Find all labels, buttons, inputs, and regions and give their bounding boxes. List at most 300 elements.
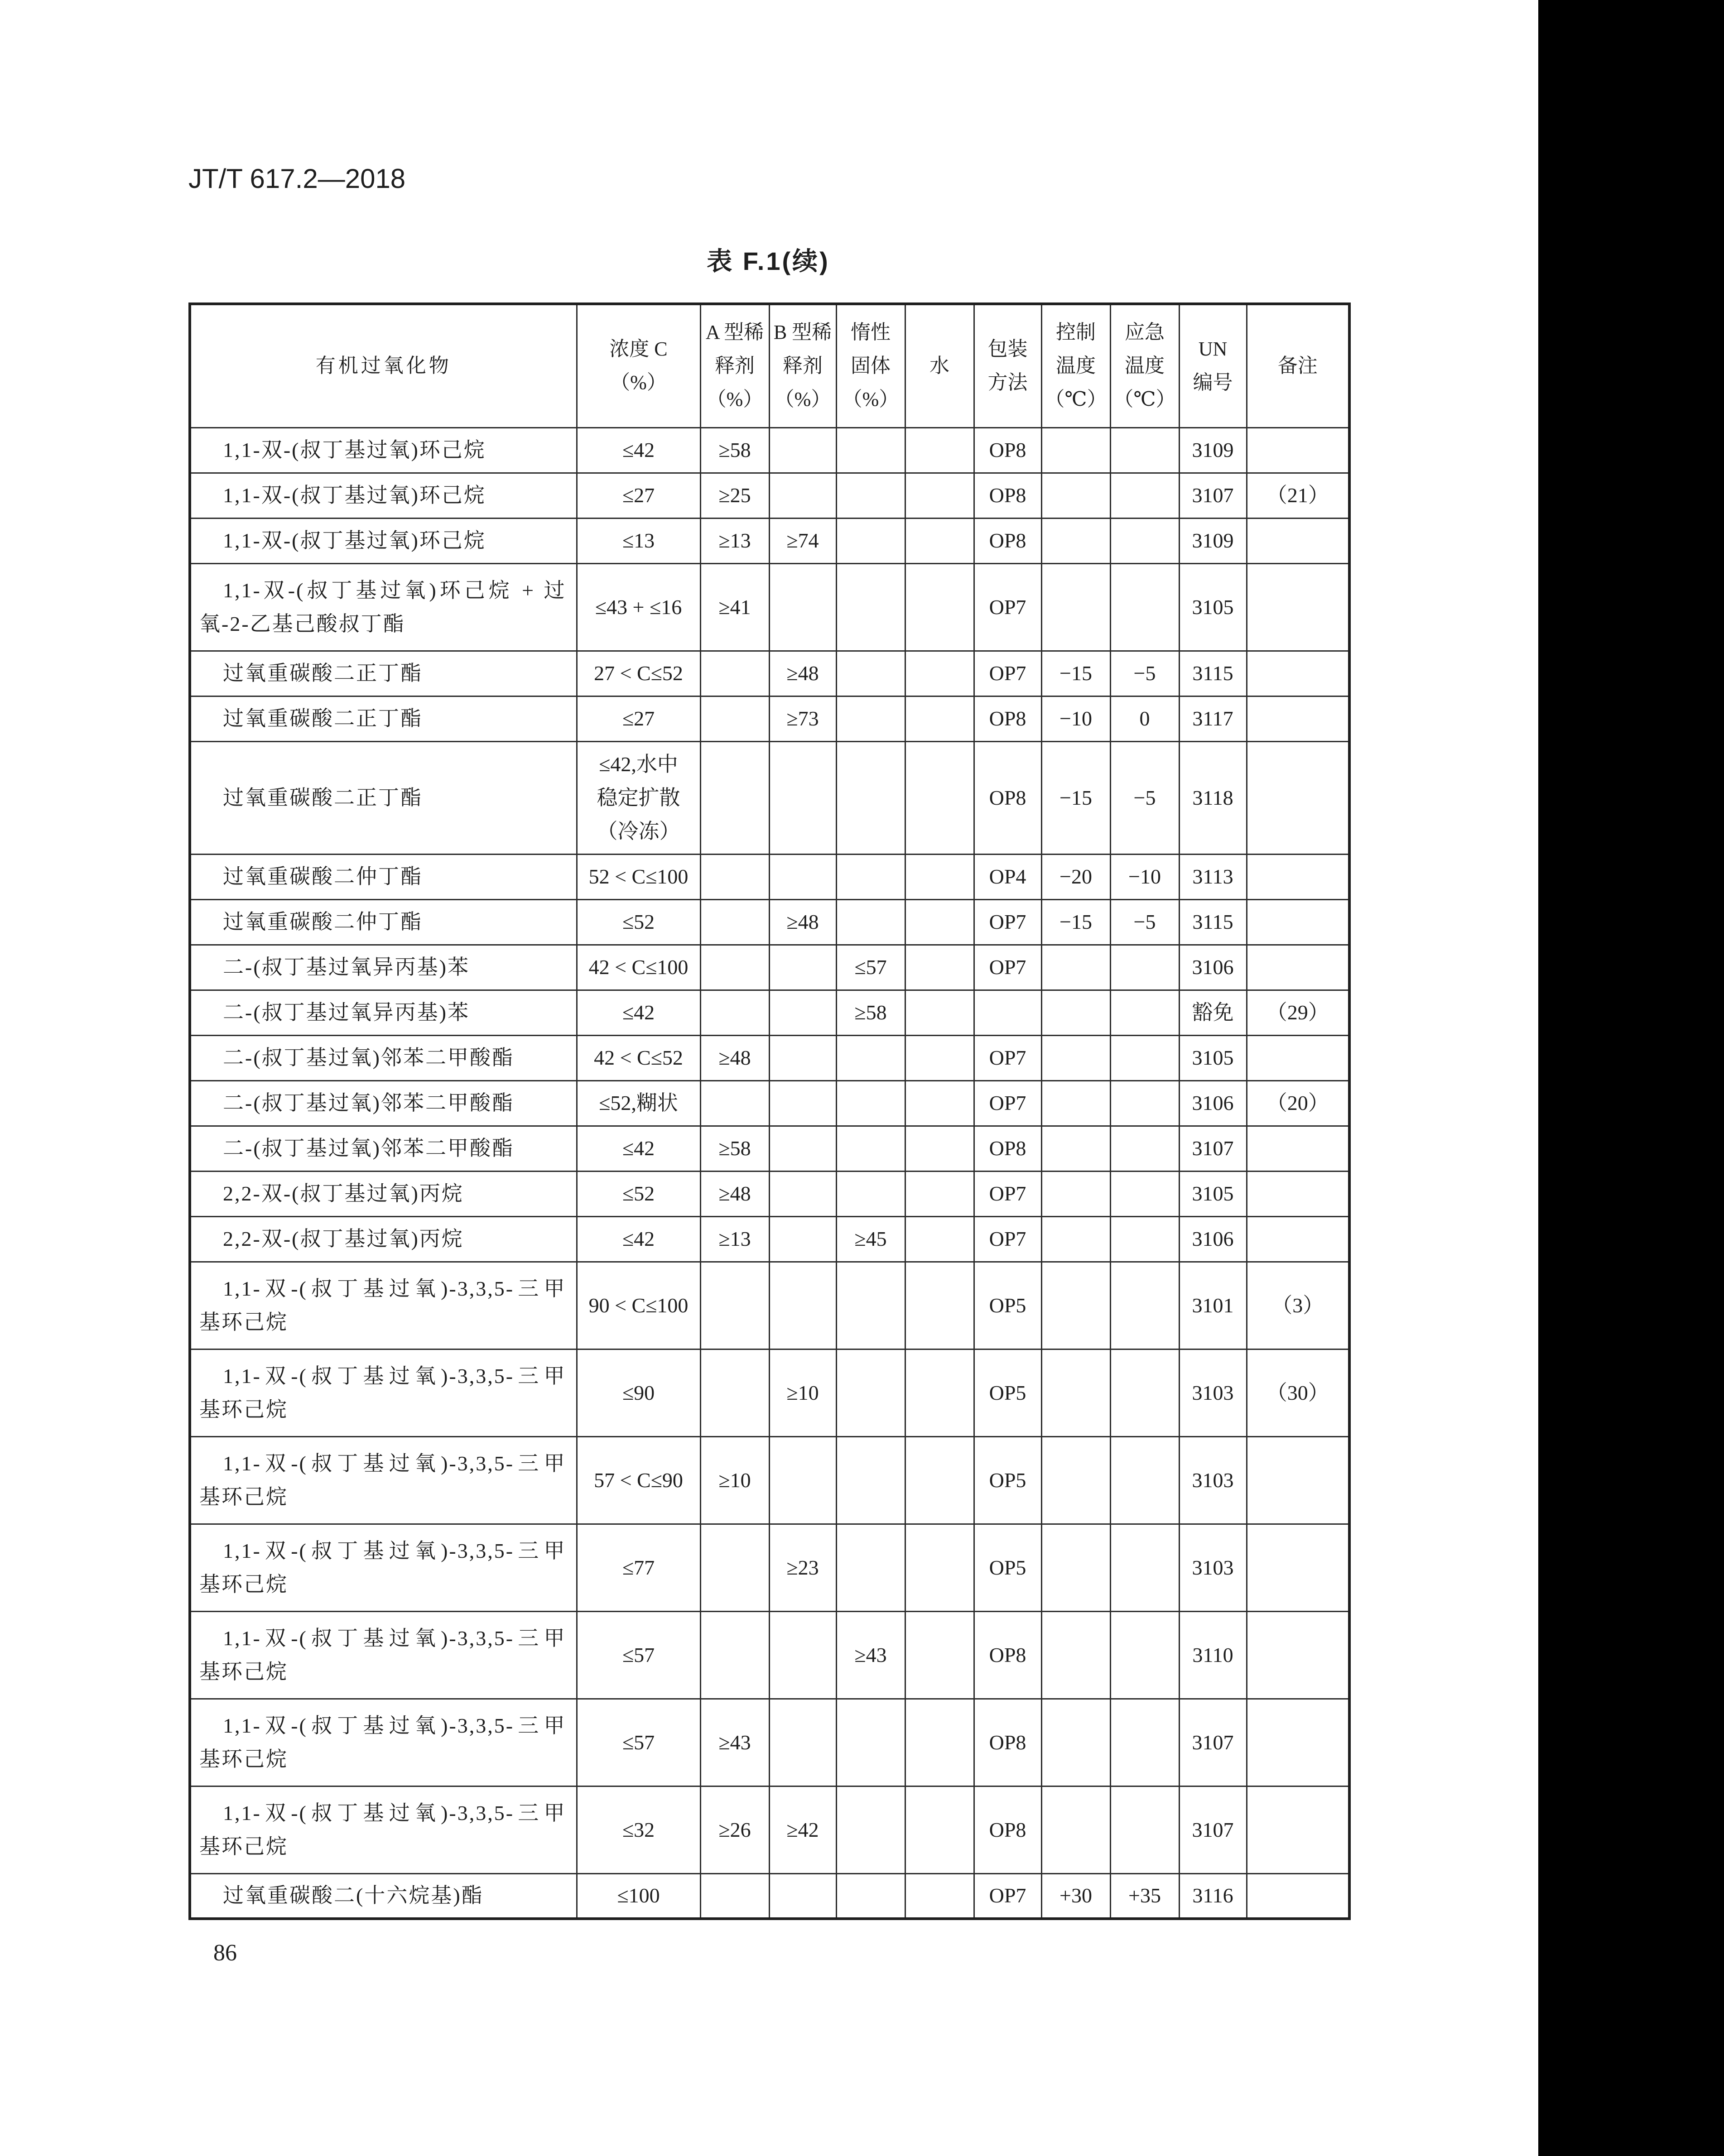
column-header-line: 释剂 — [715, 355, 755, 377]
column-header-line: UN — [1198, 338, 1228, 360]
cell-text: OP4 — [989, 865, 1026, 888]
page-number: 86 — [213, 1940, 237, 1966]
cell-text: ≤57 — [622, 1730, 655, 1754]
cell-text: ≤32 — [622, 1818, 655, 1841]
cell-text: 二-(叔丁基过氧)邻苯二甲酸酯 — [223, 1046, 514, 1069]
cell-text: 过氧重碳酸二仲丁酯 — [223, 910, 423, 933]
table-cell-organic-peroxide — [190, 899, 577, 945]
table-title: 表 F.1(续) — [707, 247, 830, 275]
table-cell-control-temp — [1041, 1699, 1110, 1786]
table-cell-diluent-a — [700, 651, 769, 696]
table-cell-un-number — [1179, 899, 1247, 945]
table-cell-remarks — [1247, 473, 1349, 518]
table-cell-concentration — [577, 1216, 700, 1262]
cell-text: −15 — [1059, 662, 1092, 685]
table-cell-water — [905, 854, 974, 899]
cell-text: 27 < C≤52 — [594, 662, 683, 685]
cell-text: ≥43 — [718, 1730, 751, 1754]
table-row — [190, 1080, 1349, 1126]
cell-text: ≤42 — [622, 1227, 655, 1250]
table-row — [190, 473, 1349, 518]
cell-text: ≤42 — [622, 438, 655, 461]
cell-text: ≥42 — [786, 1818, 819, 1841]
table-cell-un-number — [1179, 854, 1247, 899]
cell-text: ≤90 — [622, 1381, 655, 1404]
table-cell-inert-solid — [836, 899, 905, 945]
table-row — [190, 1035, 1349, 1080]
table-cell-packing-method — [974, 696, 1041, 741]
table-body — [190, 427, 1349, 1919]
table-cell-emergency-temp — [1110, 741, 1179, 854]
cell-text: ≥73 — [786, 707, 819, 730]
cell-text: 过氧重碳酸二仲丁酯 — [223, 865, 423, 888]
table-cell-control-temp — [1041, 518, 1110, 563]
table-cell-un-number — [1179, 1262, 1247, 1349]
cell-text: −5 — [1133, 910, 1156, 933]
table-cell-packing-method — [974, 473, 1041, 518]
table-cell-organic-peroxide — [190, 1035, 577, 1080]
table-cell-diluent-b — [769, 854, 836, 899]
table-cell-remarks — [1247, 518, 1349, 563]
table-cell-emergency-temp — [1110, 1216, 1179, 1262]
table-cell-inert-solid — [836, 854, 905, 899]
cell-text: −15 — [1059, 910, 1092, 933]
table-cell-un-number — [1179, 518, 1247, 563]
cell-text: （20） — [1266, 1091, 1329, 1114]
cell-text: ≥58 — [718, 1137, 751, 1160]
cell-text: 二-(叔丁基过氧)邻苯二甲酸酯 — [223, 1091, 514, 1114]
table-cell-diluent-a — [700, 518, 769, 563]
table-row — [190, 1611, 1349, 1699]
column-header-inert-solid — [836, 304, 905, 427]
cell-text: 3118 — [1192, 786, 1233, 809]
cell-text: ≥45 — [854, 1227, 887, 1250]
cell-text: 52 < C≤100 — [588, 865, 689, 888]
cell-text: ≤57 — [622, 1643, 655, 1666]
table-cell-remarks — [1247, 1524, 1349, 1611]
table-cell-control-temp — [1041, 1126, 1110, 1171]
table-cell-water — [905, 1080, 974, 1126]
cell-text: 1,1-双-(叔丁基过氧)-3,3,5-三甲 — [223, 1364, 566, 1388]
cell-text: 3103 — [1192, 1468, 1234, 1492]
cell-text: ≥58 — [854, 1001, 887, 1024]
cell-text: ≤13 — [622, 529, 655, 552]
table-cell-emergency-temp — [1110, 518, 1179, 563]
cell-text: 基环己烷 — [199, 1310, 288, 1334]
table-cell-concentration — [577, 427, 700, 473]
table-cell-diluent-a — [700, 1216, 769, 1262]
table-cell-inert-solid — [836, 741, 905, 854]
table-cell-diluent-b — [769, 518, 836, 563]
table-cell-inert-solid — [836, 1436, 905, 1524]
table-cell-water — [905, 1524, 974, 1611]
table-cell-water — [905, 1349, 974, 1436]
cell-text: 3107 — [1192, 1818, 1234, 1841]
table-cell-un-number — [1179, 651, 1247, 696]
cell-text: OP7 — [989, 1182, 1026, 1205]
table-cell-control-temp — [1041, 1080, 1110, 1126]
table-cell-remarks — [1247, 741, 1349, 854]
cell-text: 2,2-双-(叔丁基过氧)丙烷 — [223, 1182, 464, 1205]
cell-text: OP5 — [989, 1468, 1026, 1492]
table-cell-remarks — [1247, 1171, 1349, 1216]
column-header-line: 释剂 — [783, 355, 823, 377]
table-cell-organic-peroxide — [190, 518, 577, 563]
table-cell-water — [905, 1035, 974, 1080]
table-cell-un-number — [1179, 741, 1247, 854]
column-header-control-temp — [1041, 304, 1110, 427]
cell-text: ≤77 — [622, 1556, 655, 1579]
cell-text: 基环己烷 — [199, 1485, 288, 1508]
table-row — [190, 1126, 1349, 1171]
table-cell-control-temp — [1041, 1262, 1110, 1349]
cell-text: OP8 — [989, 1643, 1026, 1666]
table-cell-organic-peroxide — [190, 1611, 577, 1699]
table-cell-diluent-b — [769, 1080, 836, 1126]
cell-text: OP8 — [989, 529, 1026, 552]
table-cell-emergency-temp — [1110, 1080, 1179, 1126]
table-cell-concentration — [577, 854, 700, 899]
column-header-line: （℃） — [1113, 388, 1176, 411]
cell-text: ≥23 — [786, 1556, 819, 1579]
table-cell-packing-method — [974, 1035, 1041, 1080]
cell-text: 3106 — [1192, 1227, 1234, 1250]
table-cell-inert-solid — [836, 1611, 905, 1699]
table-row — [190, 1349, 1349, 1436]
cell-text: ≤27 — [622, 484, 655, 507]
table-row — [190, 518, 1349, 563]
standard-code-header: JT/T 617.2—2018 — [188, 163, 406, 194]
column-header-line: 方法 — [987, 371, 1028, 394]
cell-text: −5 — [1133, 662, 1156, 685]
table-cell-concentration — [577, 1262, 700, 1349]
table-cell-emergency-temp — [1110, 945, 1179, 990]
table-cell-concentration — [577, 1611, 700, 1699]
cell-text: （冷冻） — [597, 819, 680, 843]
table-cell-concentration — [577, 473, 700, 518]
cell-text: ≤100 — [617, 1884, 660, 1907]
table-cell-water — [905, 427, 974, 473]
table-cell-un-number — [1179, 1873, 1247, 1919]
column-header-line: 应急 — [1125, 321, 1165, 344]
table-cell-remarks — [1247, 990, 1349, 1035]
cell-text: 3105 — [1192, 1046, 1234, 1069]
table-cell-control-temp — [1041, 1035, 1110, 1080]
cell-text: 二-(叔丁基过氧)邻苯二甲酸酯 — [223, 1137, 514, 1160]
table-cell-control-temp — [1041, 1171, 1110, 1216]
table-cell-packing-method — [974, 1262, 1041, 1349]
table-cell-remarks — [1247, 1035, 1349, 1080]
table-cell-un-number — [1179, 1786, 1247, 1873]
table-cell-emergency-temp — [1110, 1171, 1179, 1216]
table-cell-control-temp — [1041, 741, 1110, 854]
table-cell-control-temp — [1041, 1349, 1110, 1436]
table-cell-concentration — [577, 1080, 700, 1126]
table-cell-diluent-b — [769, 1035, 836, 1080]
table-cell-concentration — [577, 1349, 700, 1436]
table-cell-water — [905, 1873, 974, 1919]
column-header-packing-method — [974, 304, 1041, 427]
cell-text: 3103 — [1192, 1381, 1234, 1404]
cell-text: ≥48 — [786, 910, 819, 933]
table-cell-inert-solid — [836, 651, 905, 696]
table-cell-concentration — [577, 1699, 700, 1786]
table-cell-diluent-a — [700, 945, 769, 990]
cell-text: ≥48 — [786, 662, 819, 685]
table-cell-emergency-temp — [1110, 427, 1179, 473]
table-cell-emergency-temp — [1110, 1786, 1179, 1873]
table-cell-water — [905, 1699, 974, 1786]
table-cell-remarks — [1247, 427, 1349, 473]
table-cell-water — [905, 741, 974, 854]
table-cell-emergency-temp — [1110, 1611, 1179, 1699]
column-header-line: （%） — [706, 388, 763, 411]
table-cell-diluent-a — [700, 1611, 769, 1699]
table-cell-packing-method — [974, 1611, 1041, 1699]
column-header-line: 包装 — [987, 338, 1028, 360]
table-cell-remarks — [1247, 1873, 1349, 1919]
cell-text: 3115 — [1192, 910, 1233, 933]
cell-text: 豁免 — [1192, 1001, 1234, 1024]
table-cell-water — [905, 651, 974, 696]
table-cell-un-number — [1179, 1035, 1247, 1080]
cell-text: ≥48 — [718, 1182, 751, 1205]
table-cell-emergency-temp — [1110, 696, 1179, 741]
cell-text: −20 — [1059, 865, 1092, 888]
cell-text: OP7 — [989, 595, 1026, 619]
cell-text: OP8 — [989, 438, 1026, 461]
cell-text: OP7 — [989, 910, 1026, 933]
cell-text: −5 — [1133, 786, 1156, 809]
table-cell-control-temp — [1041, 945, 1110, 990]
table-cell-inert-solid — [836, 1080, 905, 1126]
table-cell-concentration — [577, 1786, 700, 1873]
table-cell-diluent-b — [769, 696, 836, 741]
column-header-line: B 型稀 — [773, 321, 832, 344]
table-cell-control-temp — [1041, 563, 1110, 651]
table-cell-emergency-temp — [1110, 473, 1179, 518]
cell-text: +35 — [1128, 1884, 1161, 1907]
table-cell-concentration — [577, 1436, 700, 1524]
column-header-line: 温度 — [1125, 355, 1165, 377]
table-row — [190, 854, 1349, 899]
table-cell-diluent-a — [700, 696, 769, 741]
cell-text: 二-(叔丁基过氧异丙基)苯 — [223, 1001, 470, 1024]
table-cell-diluent-a — [700, 741, 769, 854]
table-cell-packing-method — [974, 1699, 1041, 1786]
table-row — [190, 1786, 1349, 1873]
cell-text: ≤52 — [622, 1182, 655, 1205]
cell-text: 二-(叔丁基过氧异丙基)苯 — [223, 956, 470, 979]
table-cell-inert-solid — [836, 427, 905, 473]
table-cell-diluent-b — [769, 1262, 836, 1349]
cell-text: 3101 — [1192, 1293, 1234, 1317]
table-cell-concentration — [577, 518, 700, 563]
table-cell-diluent-a — [700, 1699, 769, 1786]
table-cell-organic-peroxide — [190, 1524, 577, 1611]
column-header-line: 编号 — [1193, 371, 1233, 394]
column-header-diluent-b — [769, 304, 836, 427]
table-cell-packing-method — [974, 1349, 1041, 1436]
table-cell-diluent-a — [700, 1436, 769, 1524]
cell-text: （3） — [1271, 1293, 1324, 1317]
table-header-row — [190, 304, 1349, 427]
cell-text: 3113 — [1192, 865, 1233, 888]
table-cell-organic-peroxide — [190, 1262, 577, 1349]
table-cell-concentration — [577, 563, 700, 651]
column-header-line: 浓度 C — [609, 338, 668, 360]
table-cell-inert-solid — [836, 1524, 905, 1611]
table-row — [190, 651, 1349, 696]
table-cell-un-number — [1179, 1436, 1247, 1524]
table-cell-concentration — [577, 1524, 700, 1611]
table-row — [190, 990, 1349, 1035]
table-cell-packing-method — [974, 945, 1041, 990]
table-cell-control-temp — [1041, 990, 1110, 1035]
table-cell-diluent-b — [769, 1524, 836, 1611]
cell-text: OP8 — [989, 1137, 1026, 1160]
table-cell-diluent-a — [700, 1035, 769, 1080]
column-header-line: （%） — [842, 388, 899, 411]
table-cell-diluent-a — [700, 1126, 769, 1171]
table-cell-remarks — [1247, 1349, 1349, 1436]
table-cell-water — [905, 1262, 974, 1349]
cell-text: 1,1-双-(叔丁基过氧)-3,3,5-三甲 — [223, 1451, 566, 1475]
table-cell-organic-peroxide — [190, 696, 577, 741]
table-cell-diluent-a — [700, 473, 769, 518]
table-cell-packing-method — [974, 854, 1041, 899]
cell-text: 57 < C≤90 — [594, 1468, 683, 1492]
table-cell-remarks — [1247, 945, 1349, 990]
table-cell-emergency-temp — [1110, 1436, 1179, 1524]
column-header-line: 惰性 — [851, 321, 891, 344]
table-cell-un-number — [1179, 473, 1247, 518]
table-cell-diluent-a — [700, 1524, 769, 1611]
cell-text: 稳定扩散 — [597, 786, 680, 809]
table-cell-un-number — [1179, 1611, 1247, 1699]
table-cell-emergency-temp — [1110, 1873, 1179, 1919]
table-cell-remarks — [1247, 1262, 1349, 1349]
table-cell-concentration — [577, 1171, 700, 1216]
cell-text: 1,1-双-(叔丁基过氧)-3,3,5-三甲 — [223, 1714, 566, 1737]
table-cell-inert-solid — [836, 1171, 905, 1216]
table-cell-water — [905, 1611, 974, 1699]
table-cell-diluent-b — [769, 1611, 836, 1699]
column-header-line: 有机过氧化物 — [315, 355, 452, 377]
table-row — [190, 1524, 1349, 1611]
table-cell-remarks — [1247, 1786, 1349, 1873]
cell-text: OP7 — [989, 1227, 1026, 1250]
cell-text: OP5 — [989, 1381, 1026, 1404]
table-cell-water — [905, 899, 974, 945]
table-cell-diluent-b — [769, 1216, 836, 1262]
column-header-line: （%） — [610, 371, 667, 394]
cell-text: ≤27 — [622, 707, 655, 730]
table-cell-organic-peroxide — [190, 1216, 577, 1262]
table-cell-inert-solid — [836, 1349, 905, 1436]
table-row — [190, 741, 1349, 854]
table-cell-water — [905, 1436, 974, 1524]
table-cell-emergency-temp — [1110, 1262, 1179, 1349]
table-cell-diluent-b — [769, 1349, 836, 1436]
cell-text: 1,1-双-(叔丁基过氧)-3,3,5-三甲 — [223, 1626, 566, 1650]
table-cell-emergency-temp — [1110, 1035, 1179, 1080]
table-cell-control-temp — [1041, 1524, 1110, 1611]
column-header-diluent-a — [700, 304, 769, 427]
cell-text: 3117 — [1192, 707, 1233, 730]
cell-text: 1,1-双-(叔丁基过氧)环己烷 — [223, 438, 486, 461]
table-cell-un-number — [1179, 990, 1247, 1035]
table-cell-remarks — [1247, 563, 1349, 651]
table-cell-water — [905, 563, 974, 651]
cell-text: OP7 — [989, 1884, 1026, 1907]
table-cell-packing-method — [974, 1080, 1041, 1126]
table-cell-packing-method — [974, 427, 1041, 473]
cell-text: 3115 — [1192, 662, 1233, 685]
table-cell-inert-solid — [836, 518, 905, 563]
table-cell-emergency-temp — [1110, 1349, 1179, 1436]
table-row — [190, 1262, 1349, 1349]
table-row — [190, 1216, 1349, 1262]
table-cell-diluent-b — [769, 563, 836, 651]
table-row — [190, 1171, 1349, 1216]
table-cell-control-temp — [1041, 1436, 1110, 1524]
table-cell-organic-peroxide — [190, 1786, 577, 1873]
cell-text: 3107 — [1192, 484, 1234, 507]
table-cell-control-temp — [1041, 854, 1110, 899]
column-header-line: 控制 — [1056, 321, 1096, 344]
cell-text: 氧-2-乙基己酸叔丁酯 — [199, 612, 405, 635]
cell-text: ≥10 — [718, 1468, 751, 1492]
table-cell-diluent-b — [769, 1786, 836, 1873]
table-cell-diluent-a — [700, 1349, 769, 1436]
table-cell-organic-peroxide — [190, 1126, 577, 1171]
cell-text: OP7 — [989, 1046, 1026, 1069]
table-cell-control-temp — [1041, 899, 1110, 945]
table-cell-emergency-temp — [1110, 1126, 1179, 1171]
cell-text: （30） — [1266, 1381, 1329, 1404]
cell-text: 过氧重碳酸二正丁酯 — [223, 662, 423, 685]
table-cell-diluent-b — [769, 1171, 836, 1216]
table-cell-inert-solid — [836, 1126, 905, 1171]
table-cell-concentration — [577, 1035, 700, 1080]
table-row — [190, 1436, 1349, 1524]
table-cell-diluent-a — [700, 427, 769, 473]
table-cell-organic-peroxide — [190, 1080, 577, 1126]
table-cell-diluent-b — [769, 651, 836, 696]
table-cell-control-temp — [1041, 1786, 1110, 1873]
table-cell-diluent-a — [700, 1786, 769, 1873]
table-cell-inert-solid — [836, 990, 905, 1035]
table-cell-concentration — [577, 651, 700, 696]
table-cell-packing-method — [974, 1524, 1041, 1611]
table-cell-un-number — [1179, 1080, 1247, 1126]
table-cell-packing-method — [974, 1436, 1041, 1524]
table-cell-diluent-b — [769, 1126, 836, 1171]
table-cell-organic-peroxide — [190, 651, 577, 696]
table-cell-diluent-b — [769, 945, 836, 990]
cell-text: ≥13 — [718, 1227, 751, 1250]
table-row — [190, 945, 1349, 990]
table-cell-organic-peroxide — [190, 1699, 577, 1786]
cell-text: 42 < C≤100 — [588, 956, 689, 979]
table-cell-control-temp — [1041, 1216, 1110, 1262]
table-cell-diluent-a — [700, 563, 769, 651]
table-cell-organic-peroxide — [190, 854, 577, 899]
table-cell-inert-solid — [836, 1262, 905, 1349]
cell-text: ≤57 — [854, 956, 887, 979]
cell-text: ≤43 + ≤16 — [595, 595, 682, 619]
